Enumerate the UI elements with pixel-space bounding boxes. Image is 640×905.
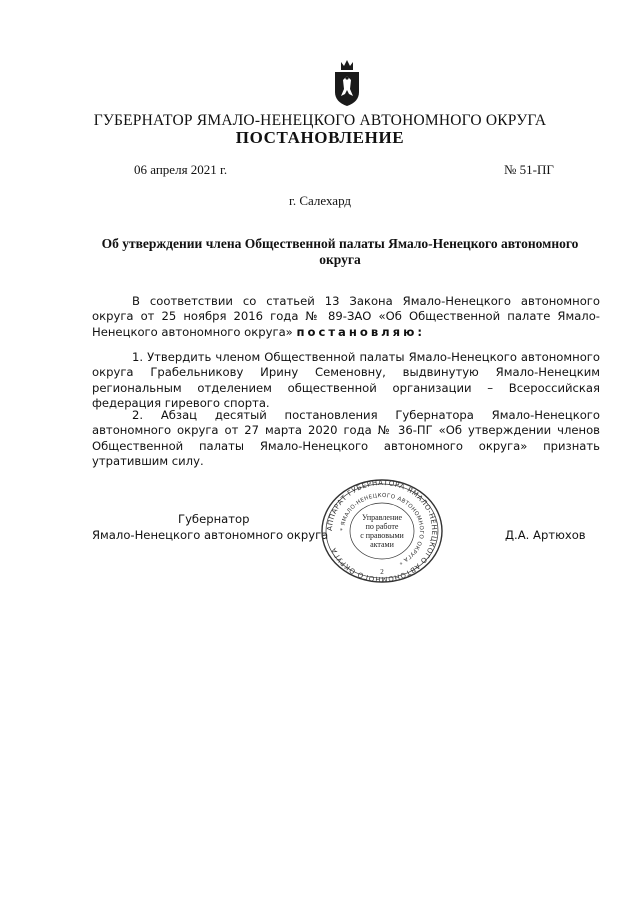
svg-text:по работе: по работе: [365, 522, 399, 531]
clause-2: 2. Абзац десятый постановления Губернатора Ямало-Ненецкого автономного округа от 27 марта 2020 года № 36-ПГ «Об утверждении членов Общественной палаты Ямало-Ненецкого автономного округа» признать утратившим силу.: [92, 408, 600, 469]
svg-text:актами: актами: [370, 540, 394, 549]
svg-text:* ЯМАЛО-НЕНЕЦКОГО АВТОНОМНОГО: * ЯМАЛО-НЕНЕЦКОГО АВТОНОМНОГО ОКРУГА *: [339, 492, 425, 566]
svg-text:с правовыми: с правовыми: [360, 531, 404, 540]
svg-text:Управление: Управление: [361, 513, 403, 522]
signer-position-line1: Губернатор: [178, 512, 250, 526]
document-subject: Об утверждении члена Общественной палаты Ямало-Ненецкого автономного округа: [101, 236, 579, 267]
document-date: 06 апреля 2021 г.: [134, 162, 228, 177]
svg-text:2: 2: [380, 568, 384, 576]
preamble-text: В соответствии со статьей 13 Закона Ямало-Ненецкого автономного округа от 25 ноября 2016 года № 89-ЗАО «Об Общественной палате Ямало-Ненецкого автономного округа»: [92, 294, 600, 339]
issuer-title: ГУБЕРНАТОР ЯМАЛО-НЕНЕЦКОГО АВТОНОМНОГО ОКРУГА: [93, 112, 547, 129]
official-stamp: [318, 478, 446, 584]
document-city: г. Салехард: [288, 193, 352, 208]
signer-position-line2: Ямало-Ненецкого автономного округа: [92, 528, 329, 542]
yamal-nenets-coat-of-arms-icon: [328, 56, 366, 108]
preamble-paragraph: [92, 294, 600, 340]
decree-keyword: постановляю:: [296, 324, 426, 339]
document-number: № 51-ПГ: [504, 162, 554, 177]
svg-text:АППАРАТ ГУБЕРНАТОРА ЯМАЛО-НЕНЕ: АППАРАТ ГУБЕРНАТОРА ЯМАЛО-НЕНЕЦКОГО АВТОНОМНОГО ОКРУГА: [325, 478, 439, 584]
signer-name: Д.А. Артюхов: [505, 528, 586, 542]
clause-1: 1. Утвердить членом Общественной палаты Ямало-Ненецкого автономного округа Грабельникову Ирину Семеновну, выдвинутую Ямало-Ненецким региональным отделением общественной организации – Всероссийская федерация гиревого спорта.: [92, 350, 600, 411]
document-type: ПОСТАНОВЛЕНИЕ: [235, 128, 405, 147]
